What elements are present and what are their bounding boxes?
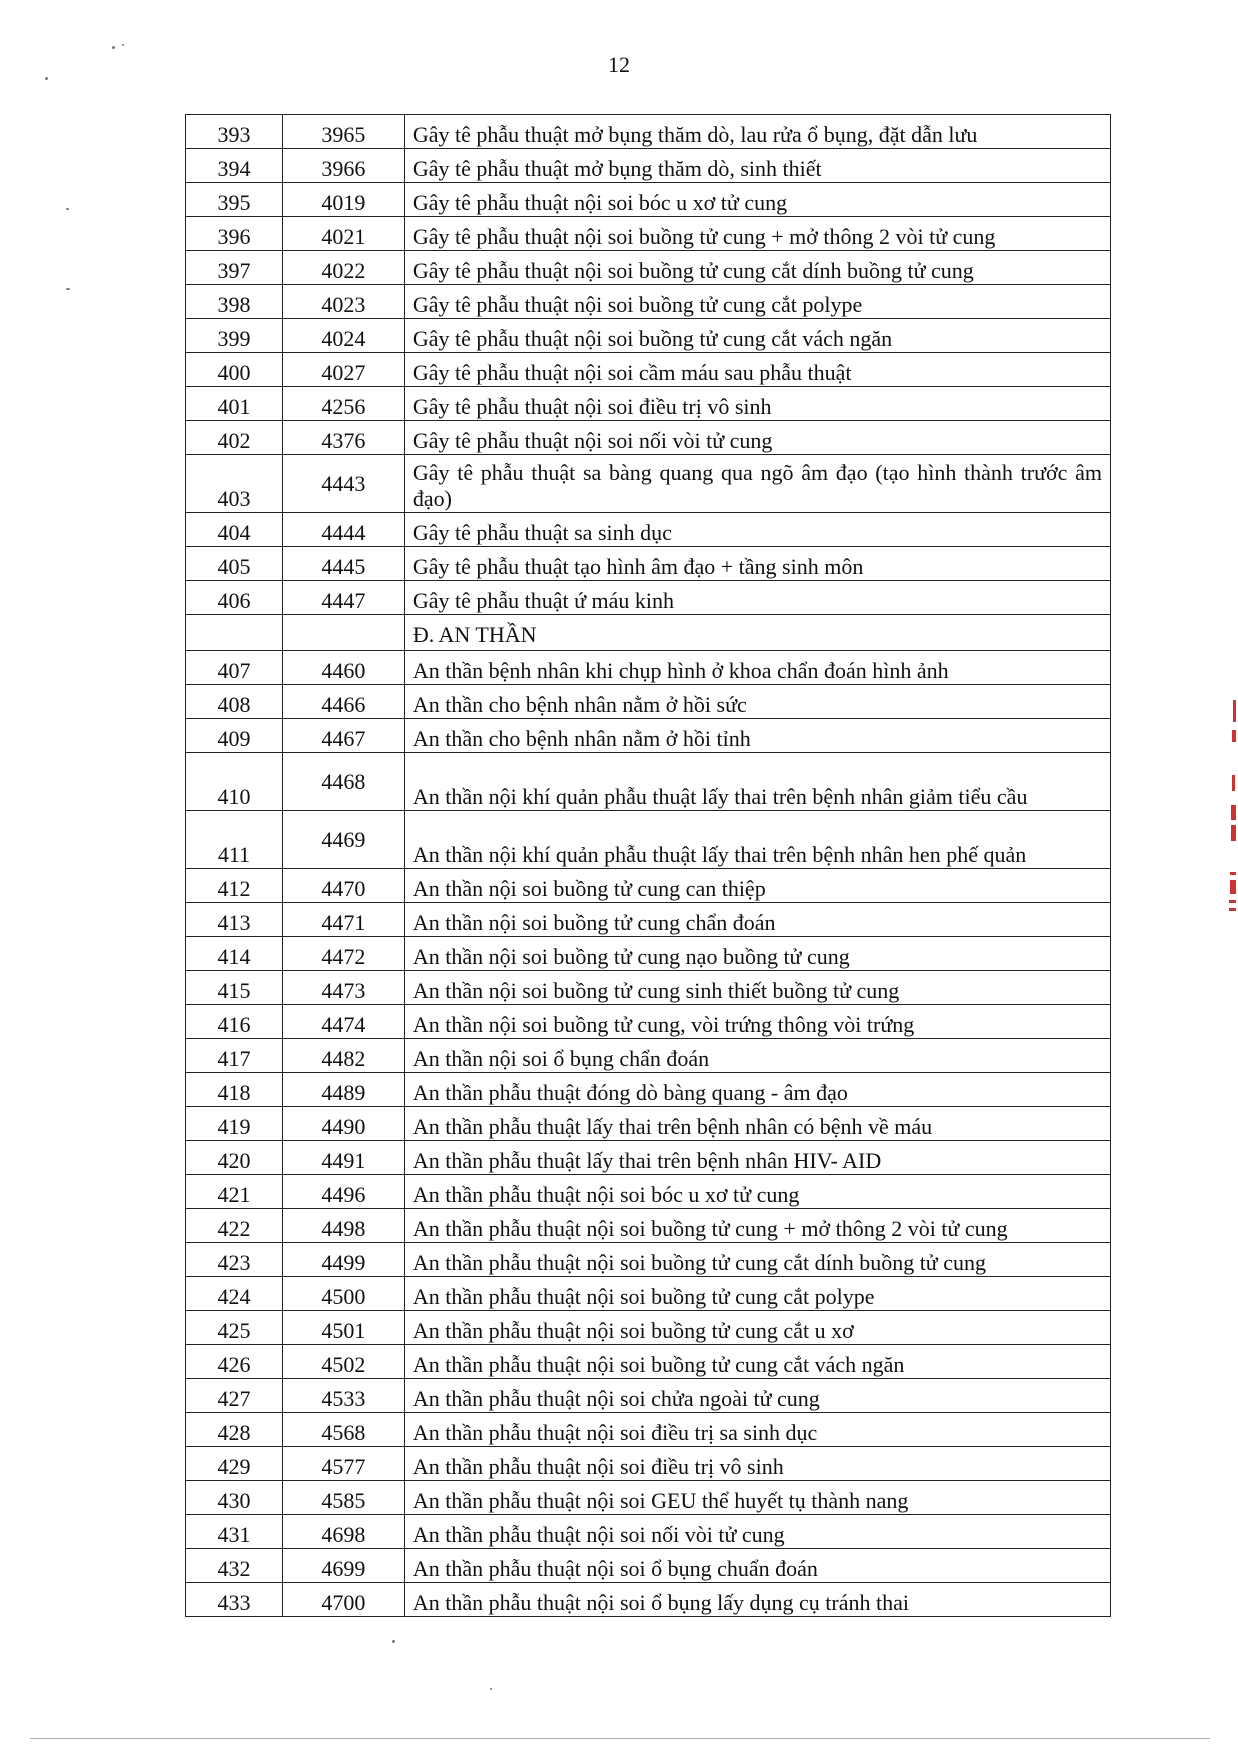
procedure-table <box>185 114 1111 1617</box>
stamp-mark <box>1231 805 1236 820</box>
name-cell: An thần phẫu thuật nội soi điều trị vô sinh <box>404 1447 1110 1481</box>
table-row <box>186 1515 1111 1549</box>
code-cell: 4502 <box>282 1345 404 1379</box>
stt-cell: 415 <box>186 971 283 1005</box>
stt-cell: 418 <box>186 1073 283 1107</box>
stt-cell: 425 <box>186 1311 283 1345</box>
table-row <box>186 811 1111 869</box>
stt-cell: 396 <box>186 217 283 251</box>
table-row <box>186 421 1111 455</box>
stt-cell: 422 <box>186 1209 283 1243</box>
stt-cell: 408 <box>186 685 283 719</box>
name-cell: Gây tê phẫu thuật nội soi điều trị vô sinh <box>404 387 1110 421</box>
table-row <box>186 971 1111 1005</box>
code-cell: 4470 <box>282 869 404 903</box>
table-row <box>186 1073 1111 1107</box>
table-row <box>186 937 1111 971</box>
stt-cell: 417 <box>186 1039 283 1073</box>
stt-cell: 393 <box>186 115 283 149</box>
section-header-row <box>186 615 1111 651</box>
stt-cell: 410 <box>186 753 283 811</box>
stt-cell: 394 <box>186 149 283 183</box>
code-cell: 4491 <box>282 1141 404 1175</box>
stt-cell: 399 <box>186 319 283 353</box>
code-cell: 4500 <box>282 1277 404 1311</box>
name-cell: Gây tê phẫu thuật tạo hình âm đạo + tầng sinh môn <box>404 547 1110 581</box>
code-cell: 3965 <box>282 115 404 149</box>
name-cell: An thần nội soi buồng tử cung, vòi trứng thông vòi trứng <box>404 1005 1110 1039</box>
code-cell: 4482 <box>282 1039 404 1073</box>
name-cell: An thần nội soi buồng tử cung nạo buồng tử cung <box>404 937 1110 971</box>
name-cell: An thần cho bệnh nhân nằm ở hồi tỉnh <box>404 719 1110 753</box>
table-row <box>186 251 1111 285</box>
table-row <box>186 115 1111 149</box>
name-cell: An thần phẫu thuật nội soi chửa ngoài tử cung <box>404 1379 1110 1413</box>
stamp-mark <box>1231 825 1236 841</box>
name-cell: An thần phẫu thuật nội soi điều trị sa sinh dục <box>404 1413 1110 1447</box>
name-cell: Gây tê phẫu thuật sa bàng quang qua ngõ âm đạo (tạo hình thành trước âm đạo) <box>404 455 1110 513</box>
name-cell: An thần phẫu thuật nội soi buồng tử cung + mở thông 2 vòi tử cung <box>404 1209 1110 1243</box>
scan-speck <box>122 44 124 46</box>
scan-speck <box>66 208 69 210</box>
code-cell: 4024 <box>282 319 404 353</box>
stt-cell: 424 <box>186 1277 283 1311</box>
name-cell: An thần phẫu thuật nội soi buồng tử cung cắt polype <box>404 1277 1110 1311</box>
stt-cell: 428 <box>186 1413 283 1447</box>
table-row <box>186 719 1111 753</box>
stt-cell: 429 <box>186 1447 283 1481</box>
code-cell: 4501 <box>282 1311 404 1345</box>
name-cell: Gây tê phẫu thuật nội soi buồng tử cung + mở thông 2 vòi tử cung <box>404 217 1110 251</box>
name-cell: Gây tê phẫu thuật nội soi cầm máu sau phẫu thuật <box>404 353 1110 387</box>
table-row <box>186 685 1111 719</box>
stt-cell <box>186 615 283 651</box>
stamp-mark <box>1229 900 1236 903</box>
table-row <box>186 903 1111 937</box>
scan-speck <box>45 77 48 80</box>
table-row <box>186 1481 1111 1515</box>
stt-cell: 421 <box>186 1175 283 1209</box>
code-cell <box>282 615 404 651</box>
stamp-mark <box>1230 880 1236 894</box>
stt-cell: 412 <box>186 869 283 903</box>
table-row <box>186 1209 1111 1243</box>
code-cell: 4019 <box>282 183 404 217</box>
stamp-mark <box>1230 872 1236 875</box>
stt-cell: 401 <box>186 387 283 421</box>
stt-cell: 407 <box>186 651 283 685</box>
name-cell: An thần phẫu thuật nội soi buồng tử cung cắt u xơ <box>404 1311 1110 1345</box>
table-row <box>186 651 1111 685</box>
table-row <box>186 753 1111 811</box>
code-cell: 4376 <box>282 421 404 455</box>
name-cell: An thần nội khí quản phẫu thuật lấy thai trên bệnh nhân giảm tiểu cầu <box>404 753 1110 811</box>
stt-cell: 400 <box>186 353 283 387</box>
table-row <box>186 547 1111 581</box>
code-cell: 4700 <box>282 1583 404 1617</box>
stamp-mark <box>1232 730 1236 742</box>
name-cell: Gây tê phẫu thuật nội soi bóc u xơ tử cung <box>404 183 1110 217</box>
table-row <box>186 353 1111 387</box>
name-cell: An thần nội soi buồng tử cung sinh thiết buồng tử cung <box>404 971 1110 1005</box>
name-cell: An thần phẫu thuật đóng dò bàng quang - âm đạo <box>404 1073 1110 1107</box>
name-cell: An thần phẫu thuật lấy thai trên bệnh nhân HIV- AID <box>404 1141 1110 1175</box>
stt-cell: 423 <box>186 1243 283 1277</box>
table-row <box>186 183 1111 217</box>
name-cell: Gây tê phẫu thuật nội soi buồng tử cung cắt polype <box>404 285 1110 319</box>
stamp-mark <box>1229 908 1236 911</box>
name-cell: An thần nội soi buồng tử cung can thiệp <box>404 869 1110 903</box>
code-cell: 4467 <box>282 719 404 753</box>
stamp-mark <box>1232 775 1235 791</box>
code-cell: 4699 <box>282 1549 404 1583</box>
code-cell: 4469 <box>282 811 404 869</box>
stt-cell: 426 <box>186 1345 283 1379</box>
table-row <box>186 217 1111 251</box>
scan-edge-line <box>30 1738 1210 1739</box>
table-row <box>186 1447 1111 1481</box>
table-row <box>186 1175 1111 1209</box>
name-cell: An thần phẫu thuật nội soi bóc u xơ tử cung <box>404 1175 1110 1209</box>
code-cell: 4577 <box>282 1447 404 1481</box>
name-cell: Gây tê phẫu thuật nội soi buồng tử cung cắt dính buồng tử cung <box>404 251 1110 285</box>
table-row <box>186 1583 1111 1617</box>
code-cell: 4472 <box>282 937 404 971</box>
stt-cell: 406 <box>186 581 283 615</box>
name-cell: An thần cho bệnh nhân nằm ở hồi sức <box>404 685 1110 719</box>
stt-cell: 397 <box>186 251 283 285</box>
stt-cell: 411 <box>186 811 283 869</box>
code-cell: 4447 <box>282 581 404 615</box>
name-cell: An thần phẫu thuật nội soi GEU thể huyết tụ thành nang <box>404 1481 1110 1515</box>
stt-cell: 420 <box>186 1141 283 1175</box>
code-cell: 4499 <box>282 1243 404 1277</box>
stt-cell: 413 <box>186 903 283 937</box>
table-row <box>186 1039 1111 1073</box>
table-row <box>186 1379 1111 1413</box>
code-cell: 4468 <box>282 753 404 811</box>
code-cell: 4021 <box>282 217 404 251</box>
code-cell: 4443 <box>282 455 404 513</box>
code-cell: 4490 <box>282 1107 404 1141</box>
name-cell: An thần phẫu thuật nội soi buồng tử cung cắt vách ngăn <box>404 1345 1110 1379</box>
table-row <box>186 1277 1111 1311</box>
name-cell: An thần nội soi ổ bụng chẩn đoán <box>404 1039 1110 1073</box>
table-row <box>186 1005 1111 1039</box>
name-cell: Gây tê phẫu thuật mở bụng thăm dò, sinh thiết <box>404 149 1110 183</box>
table-row <box>186 1243 1111 1277</box>
table-row <box>186 581 1111 615</box>
scan-speck <box>392 1640 395 1643</box>
name-cell: An thần phẫu thuật lấy thai trên bệnh nhân có bệnh về máu <box>404 1107 1110 1141</box>
stt-cell: 427 <box>186 1379 283 1413</box>
table-row <box>186 285 1111 319</box>
code-cell: 3966 <box>282 149 404 183</box>
code-cell: 4568 <box>282 1413 404 1447</box>
code-cell: 4585 <box>282 1481 404 1515</box>
name-cell: Đ. AN THẦN <box>404 615 1110 651</box>
page-number: 12 <box>608 52 630 77</box>
code-cell: 4022 <box>282 251 404 285</box>
code-cell: 4474 <box>282 1005 404 1039</box>
code-cell: 4533 <box>282 1379 404 1413</box>
code-cell: 4444 <box>282 513 404 547</box>
name-cell: An thần nội khí quản phẫu thuật lấy thai trên bệnh nhân hen phế quản <box>404 811 1110 869</box>
stt-cell: 404 <box>186 513 283 547</box>
table-row <box>186 869 1111 903</box>
table-row <box>186 1345 1111 1379</box>
code-cell: 4698 <box>282 1515 404 1549</box>
table-row <box>186 1549 1111 1583</box>
code-cell: 4496 <box>282 1175 404 1209</box>
table-row <box>186 1413 1111 1447</box>
code-cell: 4466 <box>282 685 404 719</box>
procedure-table-body <box>186 115 1111 1617</box>
name-cell: An thần bệnh nhân khi chụp hình ở khoa chẩn đoán hình ảnh <box>404 651 1110 685</box>
name-cell: An thần phẫu thuật nội soi ổ bụng chuẩn đoán <box>404 1549 1110 1583</box>
name-cell: Gây tê phẫu thuật nội soi nối vòi tử cung <box>404 421 1110 455</box>
table-row <box>186 387 1111 421</box>
scan-speck <box>112 46 115 49</box>
stt-cell: 405 <box>186 547 283 581</box>
code-cell: 4027 <box>282 353 404 387</box>
stt-cell: 431 <box>186 1515 283 1549</box>
name-cell: An thần nội soi buồng tử cung chẩn đoán <box>404 903 1110 937</box>
code-cell: 4023 <box>282 285 404 319</box>
code-cell: 4471 <box>282 903 404 937</box>
table-row <box>186 513 1111 547</box>
stt-cell: 416 <box>186 1005 283 1039</box>
stamp-mark <box>1233 700 1236 722</box>
stt-cell: 419 <box>186 1107 283 1141</box>
table-row <box>186 149 1111 183</box>
stt-cell: 402 <box>186 421 283 455</box>
scan-speck <box>66 288 70 290</box>
code-cell: 4498 <box>282 1209 404 1243</box>
name-cell: Gây tê phẫu thuật mở bụng thăm dò, lau rửa ổ bụng, đặt dẫn lưu <box>404 115 1110 149</box>
code-cell: 4256 <box>282 387 404 421</box>
scan-speck <box>490 1688 492 1690</box>
stt-cell: 403 <box>186 455 283 513</box>
code-cell: 4445 <box>282 547 404 581</box>
table-row <box>186 1311 1111 1345</box>
table-row <box>186 455 1111 513</box>
stt-cell: 433 <box>186 1583 283 1617</box>
code-cell: 4489 <box>282 1073 404 1107</box>
stt-cell: 430 <box>186 1481 283 1515</box>
name-cell: Gây tê phẫu thuật ứ máu kinh <box>404 581 1110 615</box>
stt-cell: 395 <box>186 183 283 217</box>
code-cell: 4460 <box>282 651 404 685</box>
stt-cell: 414 <box>186 937 283 971</box>
code-cell: 4473 <box>282 971 404 1005</box>
table-row <box>186 319 1111 353</box>
name-cell: Gây tê phẫu thuật sa sinh dục <box>404 513 1110 547</box>
stt-cell: 409 <box>186 719 283 753</box>
name-cell: An thần phẫu thuật nội soi ổ bụng lấy dụng cụ tránh thai <box>404 1583 1110 1617</box>
name-cell: Gây tê phẫu thuật nội soi buồng tử cung cắt vách ngăn <box>404 319 1110 353</box>
stt-cell: 398 <box>186 285 283 319</box>
table-row <box>186 1107 1111 1141</box>
table-row <box>186 1141 1111 1175</box>
stt-cell: 432 <box>186 1549 283 1583</box>
name-cell: An thần phẫu thuật nội soi nối vòi tử cung <box>404 1515 1110 1549</box>
name-cell: An thần phẫu thuật nội soi buồng tử cung cắt dính buồng tử cung <box>404 1243 1110 1277</box>
